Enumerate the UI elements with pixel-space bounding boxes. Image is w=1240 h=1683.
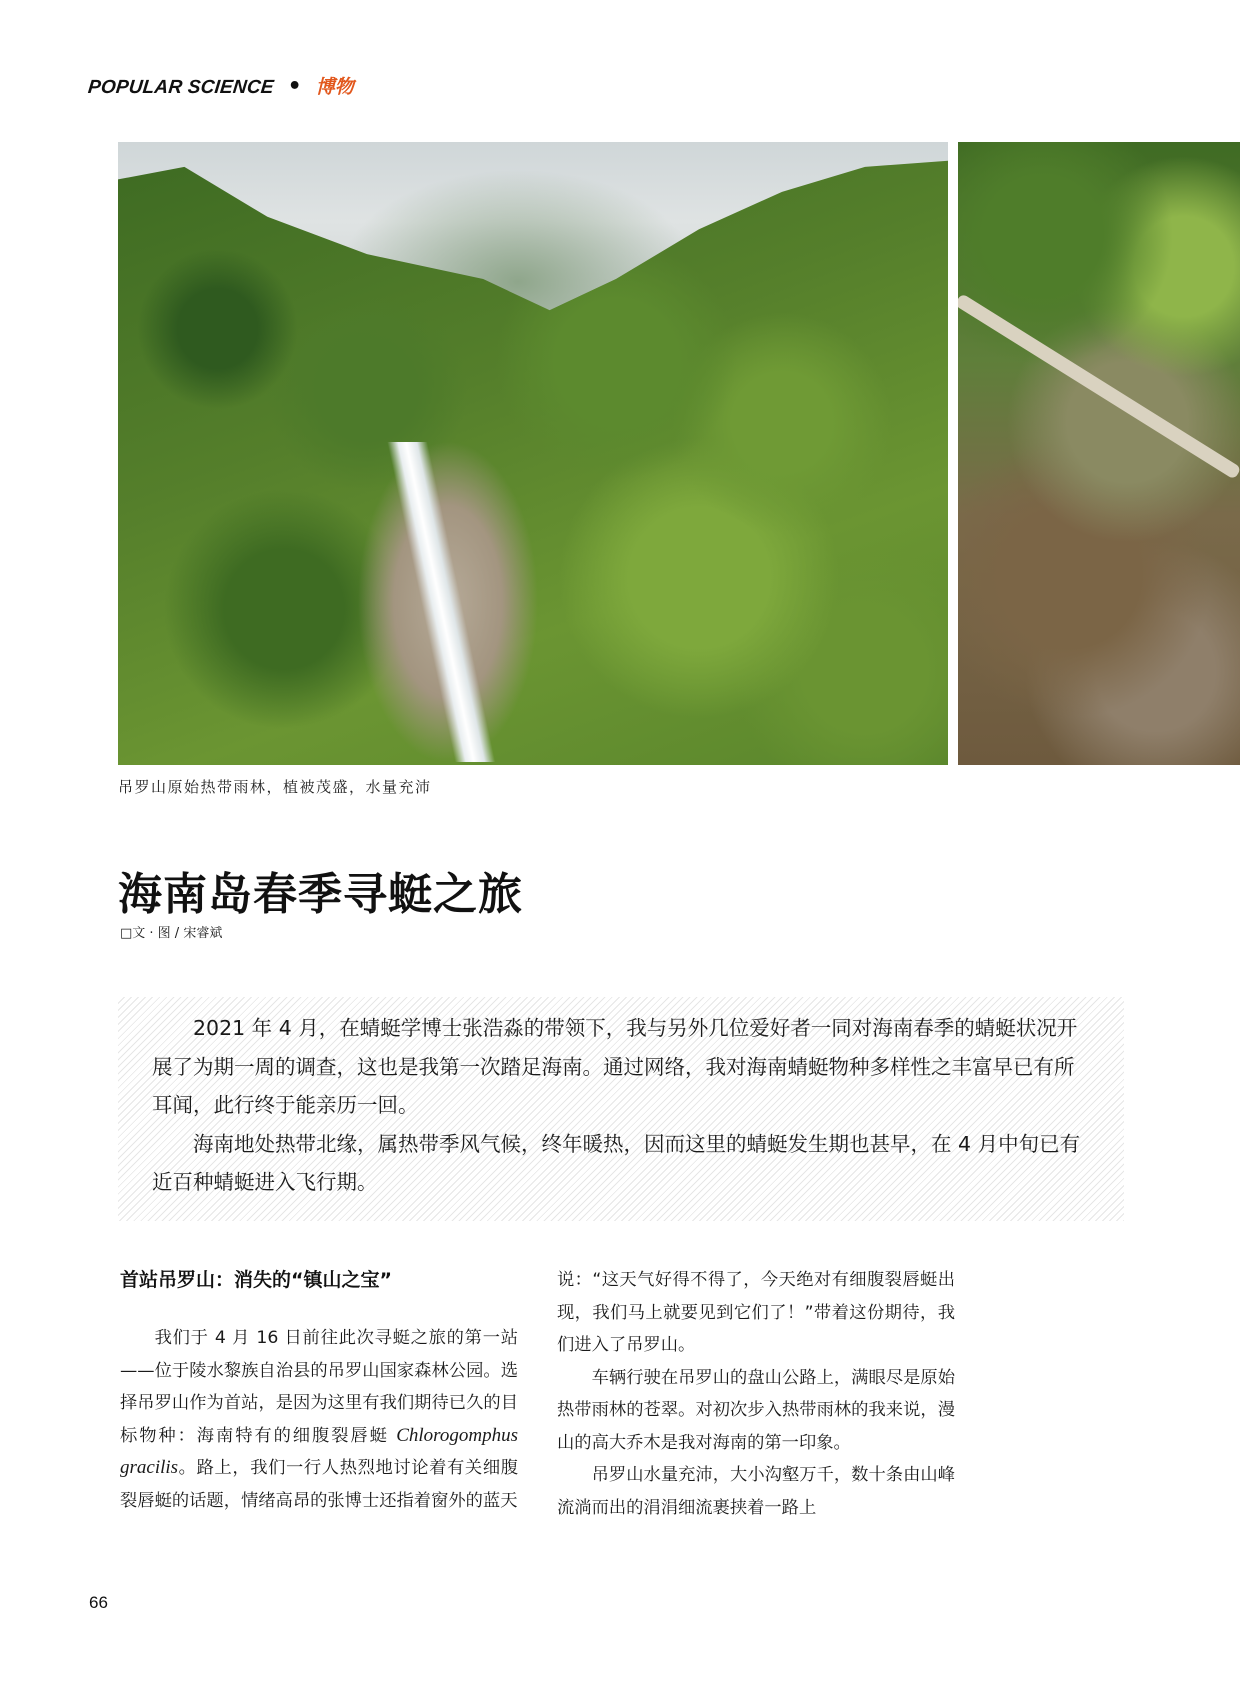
species-latin-name: Chlorogomphus gracilis	[120, 1424, 518, 1478]
article-byline: □文 · 图 / 宋睿斌	[120, 926, 223, 941]
waterfall-rainforest-photo	[118, 142, 948, 765]
body-column-left	[120, 1264, 518, 1517]
body-paragraph: 说：“这天气好得不得了，今天绝对有细腹裂唇蜓出现，我们马上就要见到它们了！”带着这份期待，我们进入了吊罗山。	[557, 1270, 955, 1355]
page-number: 66	[89, 1593, 108, 1612]
brand-name: POPULAR SCIENCE	[86, 77, 275, 98]
body-text: 我们于 4 月 16 日前往此次寻蜓之旅的第一站——位于陵水黎族自治县的吊罗山国家森林公园。选择吊罗山作为首站，是因为这里有我们期待已久的目标物种：海南特有的细腹裂唇蜓	[120, 1328, 518, 1446]
rocky-stream-photo	[958, 142, 1240, 765]
body-paragraph: 车辆行驶在吊罗山的盘山公路上，满眼尽是原始热带雨林的苍翠。对初次步入热带雨林的我来说，漫山的高大乔木是我对海南的第一印象。	[557, 1367, 955, 1453]
body-text: 。路上，我们一行人热烈地讨论着有关细腹裂唇蜓的话题，情绪高昂的张博士还指着窗外的蓝天	[120, 1458, 518, 1511]
header-separator: •	[287, 74, 302, 99]
intro-box	[118, 997, 1124, 1221]
magazine-header	[88, 72, 354, 99]
body-column-right	[557, 1264, 955, 1524]
section-label: 博物	[315, 76, 354, 98]
intro-paragraph: 2021 年 4 月，在蜻蜓学博士张浩淼的带领下，我与另外几位爱好者一同对海南春季的蜻蜓状况开展了为期一周的调查，这也是我第一次踏足海南。通过网络，我对海南蜻蜓物种多样性之丰富早已有所耳闻，此行终于能亲历一回。	[152, 1016, 1078, 1117]
intro-text	[152, 1009, 1092, 1202]
body-paragraph: 吊罗山水量充沛，大小沟壑万千，数十条由山峰流淌而出的涓涓细流裹挟着一路上	[557, 1465, 955, 1518]
waterfall	[348, 442, 548, 762]
body-paragraph	[120, 1322, 518, 1517]
section-heading: 首站吊罗山：消失的“镇山之宝”	[120, 1269, 392, 1291]
intro-paragraph: 海南地处热带北缘，属热带季风气候，终年暖热，因而这里的蜻蜓发生期也甚早，在 4 月中旬已有近百种蜻蜓进入飞行期。	[152, 1131, 1081, 1194]
article-title: 海南岛春季寻蜓之旅	[118, 869, 523, 920]
photo-caption: 吊罗山原始热带雨林，植被茂盛，水量充沛	[118, 778, 432, 796]
